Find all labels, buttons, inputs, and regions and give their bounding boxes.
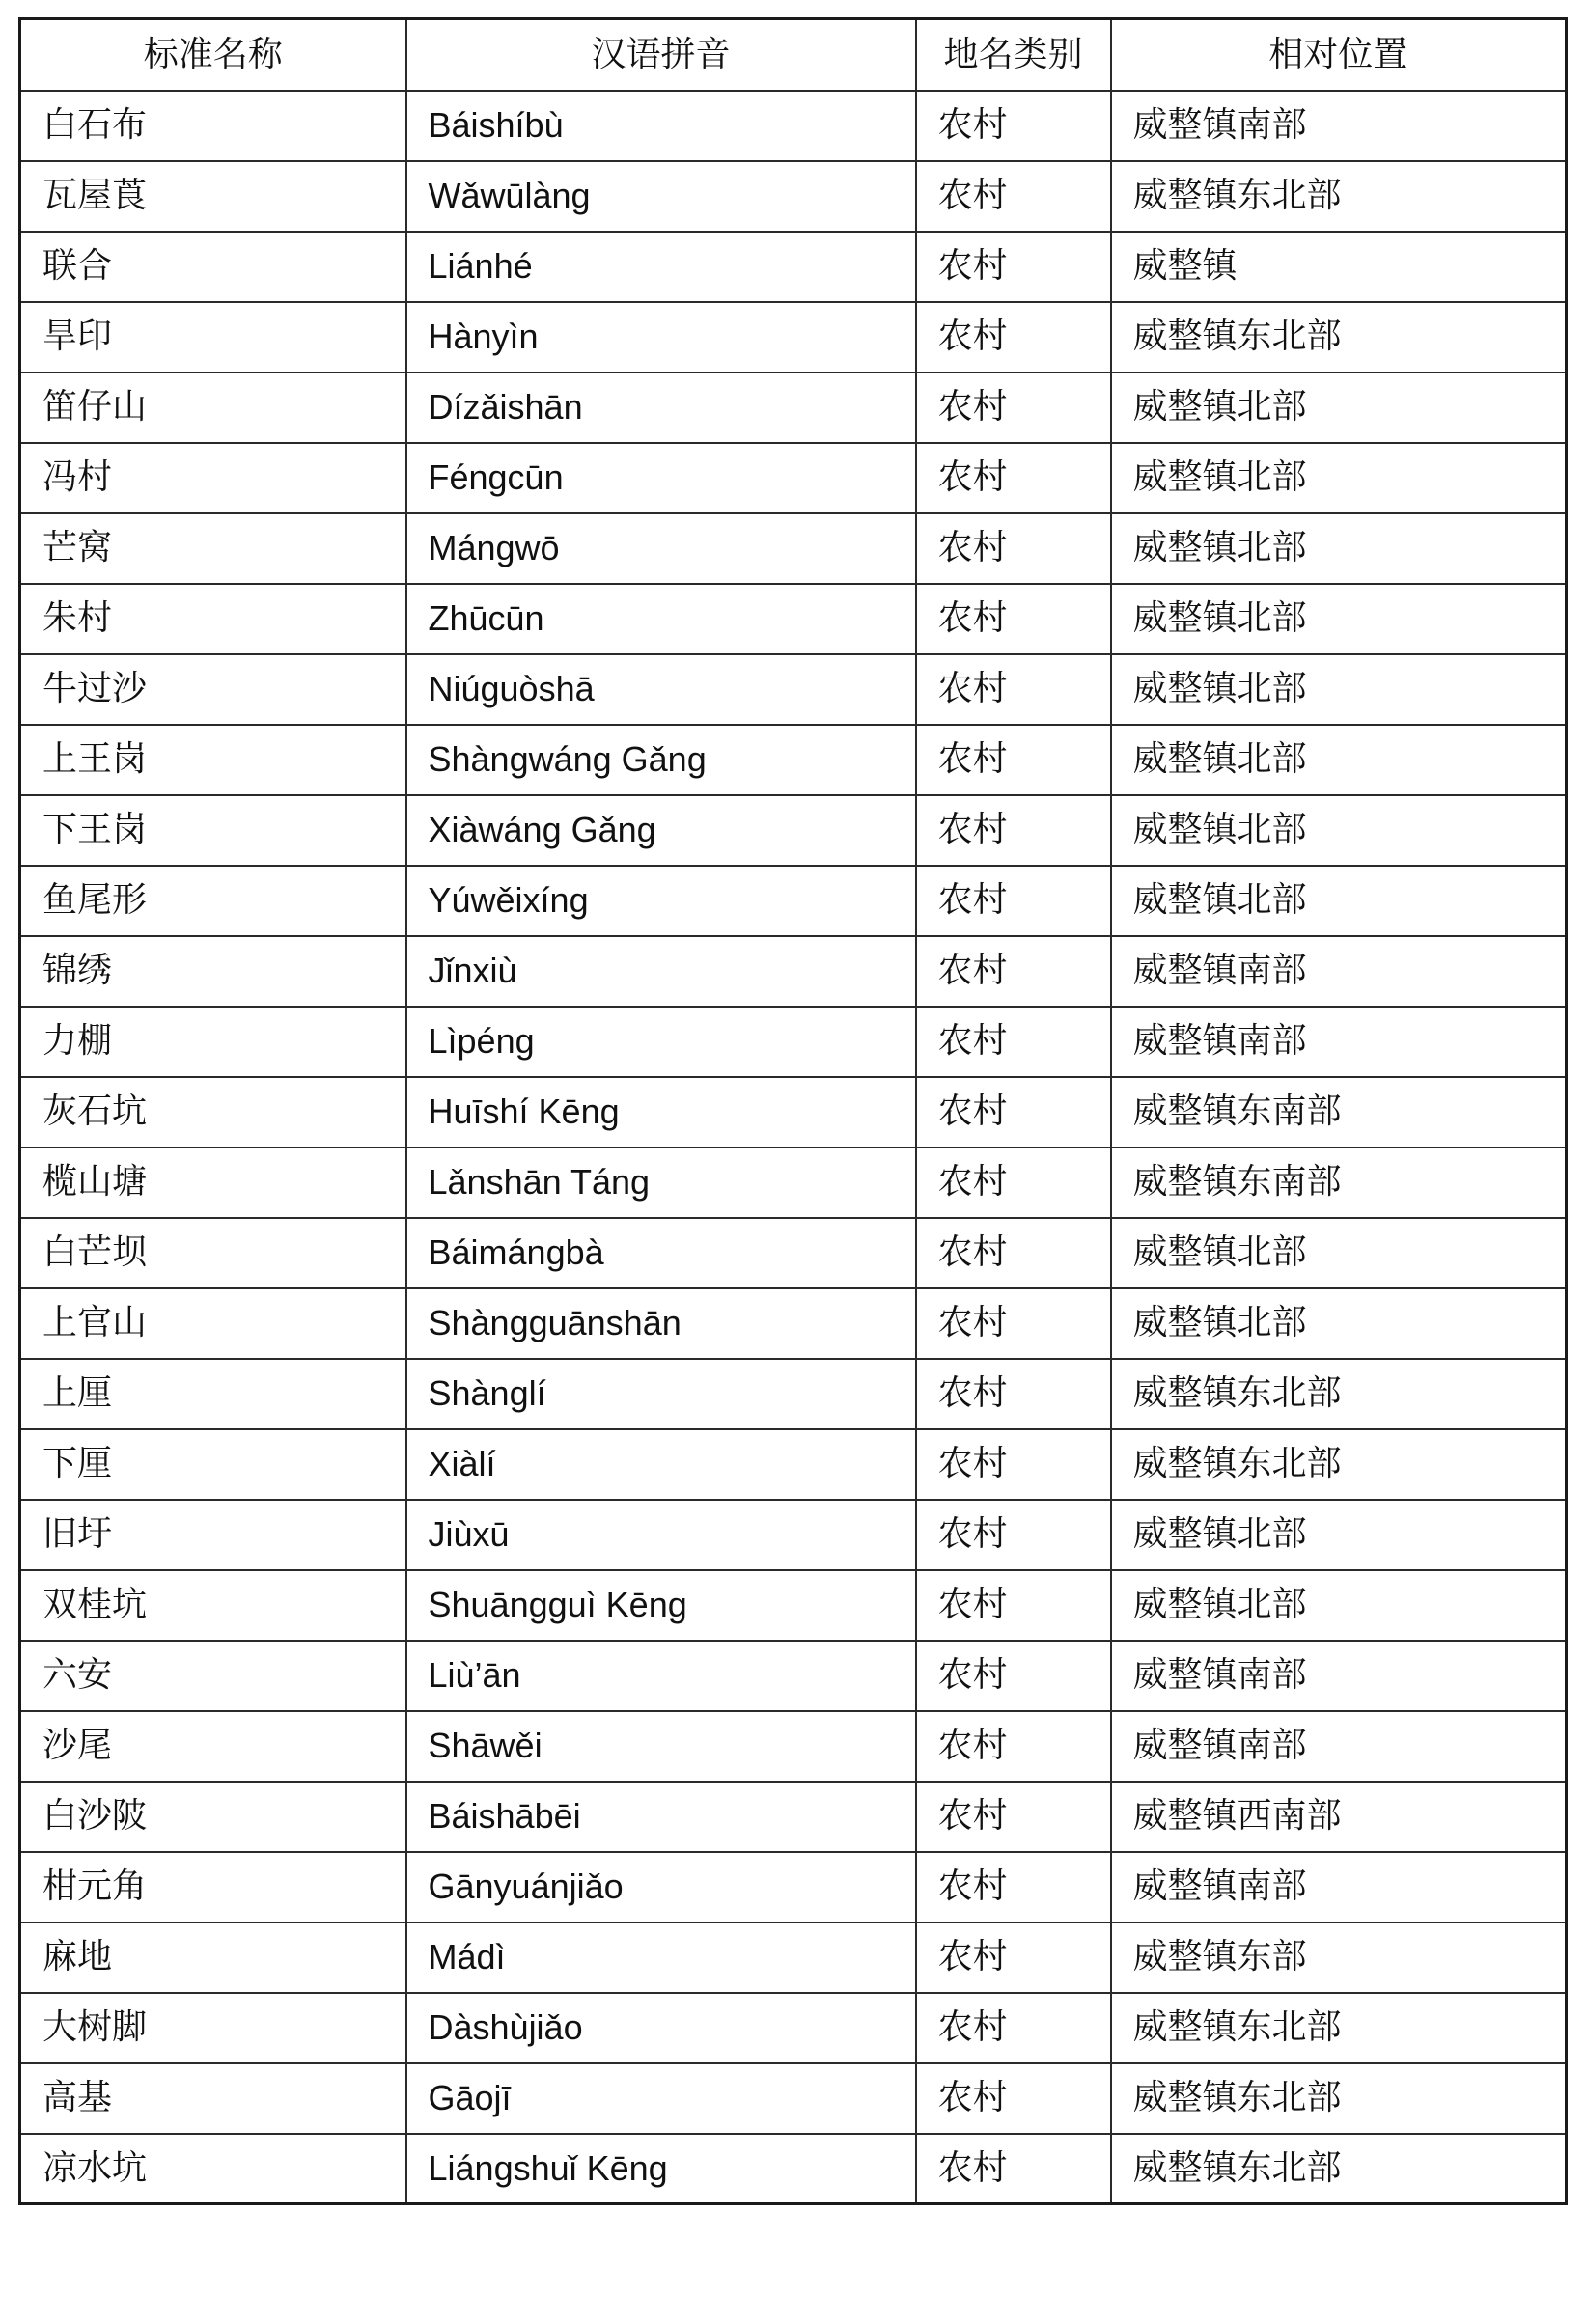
cell-standard-name: 白沙陂	[20, 1782, 406, 1852]
cell-category: 农村	[916, 1359, 1111, 1429]
cell-standard-name: 上厘	[20, 1359, 406, 1429]
cell-pinyin: Zhūcūn	[406, 584, 916, 654]
table-row	[20, 1359, 1567, 1429]
cell-standard-name: 瓦屋莨	[20, 161, 406, 232]
cell-category: 农村	[916, 443, 1111, 513]
cell-standard-name: 大树脚	[20, 1993, 406, 2063]
table-row	[20, 1288, 1567, 1359]
cell-standard-name: 芒窝	[20, 513, 406, 584]
cell-standard-name: 联合	[20, 232, 406, 302]
cell-category: 农村	[916, 866, 1111, 936]
cell-location: 威整镇北部	[1111, 1218, 1567, 1288]
cell-pinyin: Dàshùjiǎo	[406, 1993, 916, 2063]
cell-category: 农村	[916, 2134, 1111, 2204]
table-row	[20, 161, 1567, 232]
cell-location: 威整镇东北部	[1111, 1993, 1567, 2063]
table-row	[20, 1641, 1567, 1711]
cell-location: 威整镇东北部	[1111, 302, 1567, 373]
cell-location: 威整镇南部	[1111, 936, 1567, 1007]
cell-standard-name: 锦绣	[20, 936, 406, 1007]
cell-pinyin: Shuāngguì Kēng	[406, 1570, 916, 1641]
cell-pinyin: Jiùxū	[406, 1500, 916, 1570]
cell-category: 农村	[916, 373, 1111, 443]
cell-standard-name: 下厘	[20, 1429, 406, 1500]
cell-standard-name: 冯村	[20, 443, 406, 513]
cell-standard-name: 柑元角	[20, 1852, 406, 1923]
cell-location: 威整镇	[1111, 232, 1567, 302]
table-row	[20, 1429, 1567, 1500]
cell-location: 威整镇东部	[1111, 1923, 1567, 1993]
table-row	[20, 302, 1567, 373]
cell-pinyin: Liánhé	[406, 232, 916, 302]
cell-category: 农村	[916, 1852, 1111, 1923]
cell-standard-name: 榄山塘	[20, 1148, 406, 1218]
cell-category: 农村	[916, 654, 1111, 725]
cell-pinyin: Hànyìn	[406, 302, 916, 373]
header-row	[20, 19, 1567, 91]
cell-standard-name: 麻地	[20, 1923, 406, 1993]
table-row	[20, 513, 1567, 584]
table-row	[20, 443, 1567, 513]
header-location: 相对位置	[1111, 19, 1567, 91]
cell-standard-name: 旱印	[20, 302, 406, 373]
cell-category: 农村	[916, 1007, 1111, 1077]
cell-location: 威整镇西南部	[1111, 1782, 1567, 1852]
cell-category: 农村	[916, 1218, 1111, 1288]
cell-pinyin: Lǎnshān Táng	[406, 1148, 916, 1218]
table-row	[20, 1218, 1567, 1288]
cell-location: 威整镇北部	[1111, 584, 1567, 654]
cell-location: 威整镇北部	[1111, 443, 1567, 513]
table-row	[20, 1923, 1567, 1993]
cell-pinyin: Lìpéng	[406, 1007, 916, 1077]
cell-category: 农村	[916, 1077, 1111, 1148]
table-row	[20, 654, 1567, 725]
table-row	[20, 795, 1567, 866]
table-row	[20, 1711, 1567, 1782]
cell-standard-name: 高基	[20, 2063, 406, 2134]
table-row	[20, 1077, 1567, 1148]
cell-location: 威整镇南部	[1111, 1852, 1567, 1923]
table-row	[20, 1852, 1567, 1923]
cell-location: 威整镇北部	[1111, 1500, 1567, 1570]
cell-category: 农村	[916, 795, 1111, 866]
header-standard-name: 标准名称	[20, 19, 406, 91]
cell-category: 农村	[916, 1782, 1111, 1852]
cell-location: 威整镇东北部	[1111, 161, 1567, 232]
cell-location: 威整镇东北部	[1111, 2134, 1567, 2204]
cell-pinyin: Gānyuánjiǎo	[406, 1852, 916, 1923]
cell-pinyin: Báishābēi	[406, 1782, 916, 1852]
table-row	[20, 1500, 1567, 1570]
cell-location: 威整镇北部	[1111, 725, 1567, 795]
place-names-table	[18, 17, 1568, 2205]
cell-location: 威整镇北部	[1111, 1288, 1567, 1359]
cell-location: 威整镇东南部	[1111, 1077, 1567, 1148]
table-body	[20, 91, 1567, 2204]
cell-standard-name: 下王岗	[20, 795, 406, 866]
cell-pinyin: Xiàlí	[406, 1429, 916, 1500]
cell-standard-name: 牛过沙	[20, 654, 406, 725]
cell-pinyin: Féngcūn	[406, 443, 916, 513]
cell-category: 农村	[916, 513, 1111, 584]
cell-pinyin: Shàngguānshān	[406, 1288, 916, 1359]
cell-category: 农村	[916, 1923, 1111, 1993]
cell-pinyin: Liángshuǐ Kēng	[406, 2134, 916, 2204]
cell-location: 威整镇南部	[1111, 1711, 1567, 1782]
cell-category: 农村	[916, 1993, 1111, 2063]
table-row	[20, 232, 1567, 302]
cell-category: 农村	[916, 1570, 1111, 1641]
table-row	[20, 2063, 1567, 2134]
cell-category: 农村	[916, 232, 1111, 302]
table-row	[20, 866, 1567, 936]
header-category: 地名类别	[916, 19, 1111, 91]
cell-standard-name: 上王岗	[20, 725, 406, 795]
cell-location: 威整镇北部	[1111, 795, 1567, 866]
cell-category: 农村	[916, 725, 1111, 795]
table-row	[20, 373, 1567, 443]
cell-location: 威整镇北部	[1111, 866, 1567, 936]
cell-pinyin: Huīshí Kēng	[406, 1077, 916, 1148]
place-names-table-container	[18, 17, 1565, 2205]
cell-category: 农村	[916, 91, 1111, 161]
cell-pinyin: Dízǎishān	[406, 373, 916, 443]
cell-location: 威整镇北部	[1111, 654, 1567, 725]
table-row	[20, 936, 1567, 1007]
cell-category: 农村	[916, 1429, 1111, 1500]
cell-pinyin: Xiàwáng Gǎng	[406, 795, 916, 866]
table-row	[20, 1007, 1567, 1077]
cell-standard-name: 笛仔山	[20, 373, 406, 443]
cell-category: 农村	[916, 1500, 1111, 1570]
cell-location: 威整镇北部	[1111, 373, 1567, 443]
cell-pinyin: Mángwō	[406, 513, 916, 584]
cell-pinyin: Mádì	[406, 1923, 916, 1993]
cell-standard-name: 白石布	[20, 91, 406, 161]
cell-standard-name: 沙尾	[20, 1711, 406, 1782]
header-pinyin: 汉语拼音	[406, 19, 916, 91]
cell-pinyin: Jǐnxiù	[406, 936, 916, 1007]
cell-standard-name: 朱村	[20, 584, 406, 654]
cell-category: 农村	[916, 1288, 1111, 1359]
cell-standard-name: 鱼尾形	[20, 866, 406, 936]
cell-pinyin: Gāojī	[406, 2063, 916, 2134]
table-row	[20, 91, 1567, 161]
cell-pinyin: Báishíbù	[406, 91, 916, 161]
cell-location: 威整镇南部	[1111, 1641, 1567, 1711]
cell-category: 农村	[916, 1641, 1111, 1711]
table-row	[20, 725, 1567, 795]
cell-standard-name: 灰石坑	[20, 1077, 406, 1148]
cell-category: 农村	[916, 2063, 1111, 2134]
cell-location: 威整镇南部	[1111, 91, 1567, 161]
cell-pinyin: Báimángbà	[406, 1218, 916, 1288]
cell-category: 农村	[916, 161, 1111, 232]
cell-location: 威整镇东南部	[1111, 1148, 1567, 1218]
cell-location: 威整镇东北部	[1111, 2063, 1567, 2134]
cell-standard-name: 双桂坑	[20, 1570, 406, 1641]
cell-category: 农村	[916, 1711, 1111, 1782]
cell-standard-name: 旧圩	[20, 1500, 406, 1570]
table-row	[20, 584, 1567, 654]
cell-pinyin: Wǎwūlàng	[406, 161, 916, 232]
cell-location: 威整镇南部	[1111, 1007, 1567, 1077]
table-row	[20, 1570, 1567, 1641]
table-row	[20, 2134, 1567, 2204]
cell-standard-name: 上官山	[20, 1288, 406, 1359]
cell-standard-name: 白芒坝	[20, 1218, 406, 1288]
cell-pinyin: Shànglí	[406, 1359, 916, 1429]
cell-pinyin: Liù’ān	[406, 1641, 916, 1711]
cell-category: 农村	[916, 584, 1111, 654]
cell-standard-name: 力棚	[20, 1007, 406, 1077]
cell-location: 威整镇北部	[1111, 513, 1567, 584]
table-row	[20, 1148, 1567, 1218]
cell-pinyin: Yúwěixíng	[406, 866, 916, 936]
cell-standard-name: 六安	[20, 1641, 406, 1711]
cell-location: 威整镇北部	[1111, 1570, 1567, 1641]
cell-location: 威整镇东北部	[1111, 1429, 1567, 1500]
table-row	[20, 1782, 1567, 1852]
cell-category: 农村	[916, 1148, 1111, 1218]
table-header	[20, 19, 1567, 91]
cell-standard-name: 凉水坑	[20, 2134, 406, 2204]
cell-pinyin: Shàngwáng Gǎng	[406, 725, 916, 795]
cell-pinyin: Shāwěi	[406, 1711, 916, 1782]
cell-location: 威整镇东北部	[1111, 1359, 1567, 1429]
cell-category: 农村	[916, 302, 1111, 373]
table-row	[20, 1993, 1567, 2063]
cell-pinyin: Niúguòshā	[406, 654, 916, 725]
cell-category: 农村	[916, 936, 1111, 1007]
